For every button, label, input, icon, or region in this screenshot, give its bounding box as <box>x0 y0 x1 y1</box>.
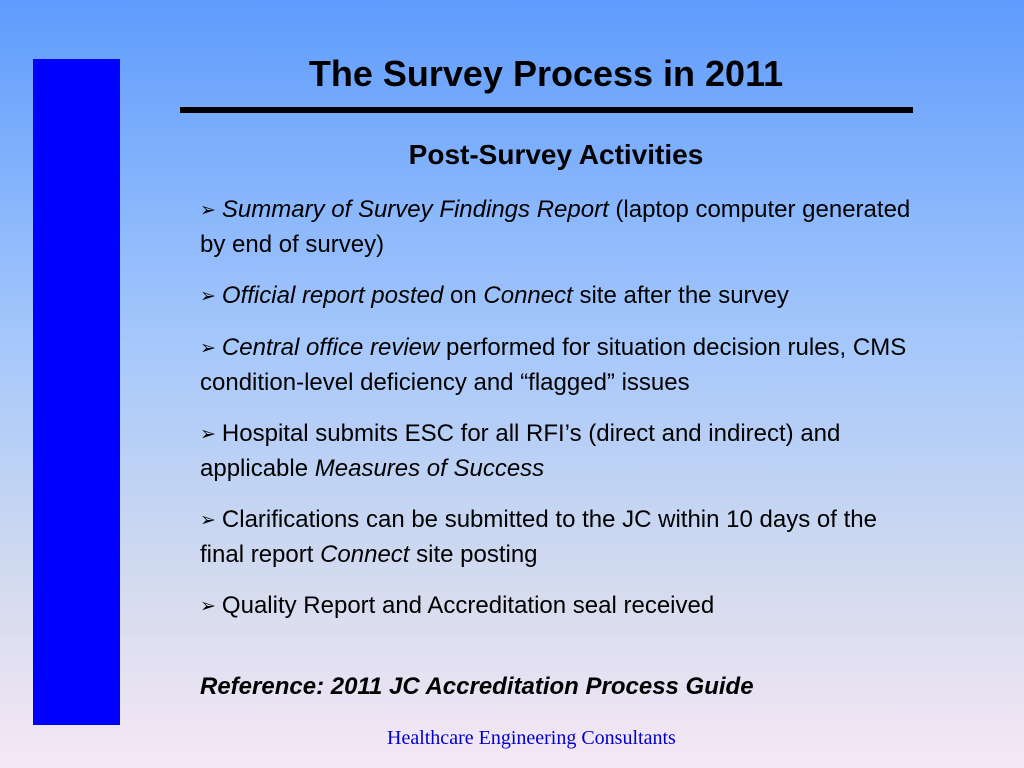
bullet-text: Hospital submits ESC for all RFI’s (direct and indirect) and applicable <box>200 420 841 482</box>
bullet-item <box>200 331 916 400</box>
bullet-item <box>200 503 916 572</box>
title-underline <box>180 107 913 113</box>
bullet-emphasis: Connect <box>320 541 410 568</box>
bullet-text: (laptop computer generated by end of survey) <box>200 196 911 258</box>
side-accent-bar <box>33 59 120 725</box>
arrow-bullet-icon: ➢ <box>200 199 216 221</box>
bullet-emphasis: Official report posted <box>221 282 444 309</box>
arrow-bullet-icon: ➢ <box>200 595 216 617</box>
arrow-bullet-icon: ➢ <box>200 337 216 359</box>
bullet-emphasis: Measures of Success <box>314 455 545 482</box>
footer-company-name: Healthcare Engineering Consultants <box>387 727 676 749</box>
bullet-item <box>200 589 916 624</box>
bullet-text: site posting <box>409 541 538 568</box>
slide-subtitle: Post-Survey Activities <box>408 139 704 170</box>
arrow-bullet-icon: ➢ <box>200 509 216 531</box>
bullet-text: Clarifications can be submitted to the JC within 10 days of the final report <box>200 506 877 568</box>
bullet-item <box>200 193 916 262</box>
bullet-text: on <box>443 282 484 309</box>
bullet-item <box>200 417 916 486</box>
slide-title: The Survey Process in 2011 <box>308 53 784 94</box>
bullet-text: Quality Report and Accreditation seal received <box>221 592 715 619</box>
bullet-emphasis: Connect <box>483 282 573 309</box>
arrow-bullet-icon: ➢ <box>200 285 216 307</box>
reference-note: Reference: 2011 JC Accreditation Process Guide <box>200 673 754 700</box>
bullet-emphasis: Central office review <box>221 334 440 361</box>
arrow-bullet-icon: ➢ <box>200 423 216 445</box>
bullet-item <box>200 279 916 314</box>
bullet-list <box>200 193 916 641</box>
bullet-text: site after the survey <box>572 282 789 309</box>
bullet-text: performed for situation decision rules, CMS condition-level deficiency and “flagged” issues <box>200 334 907 396</box>
bullet-emphasis: Summary of Survey Findings Report <box>221 196 609 223</box>
